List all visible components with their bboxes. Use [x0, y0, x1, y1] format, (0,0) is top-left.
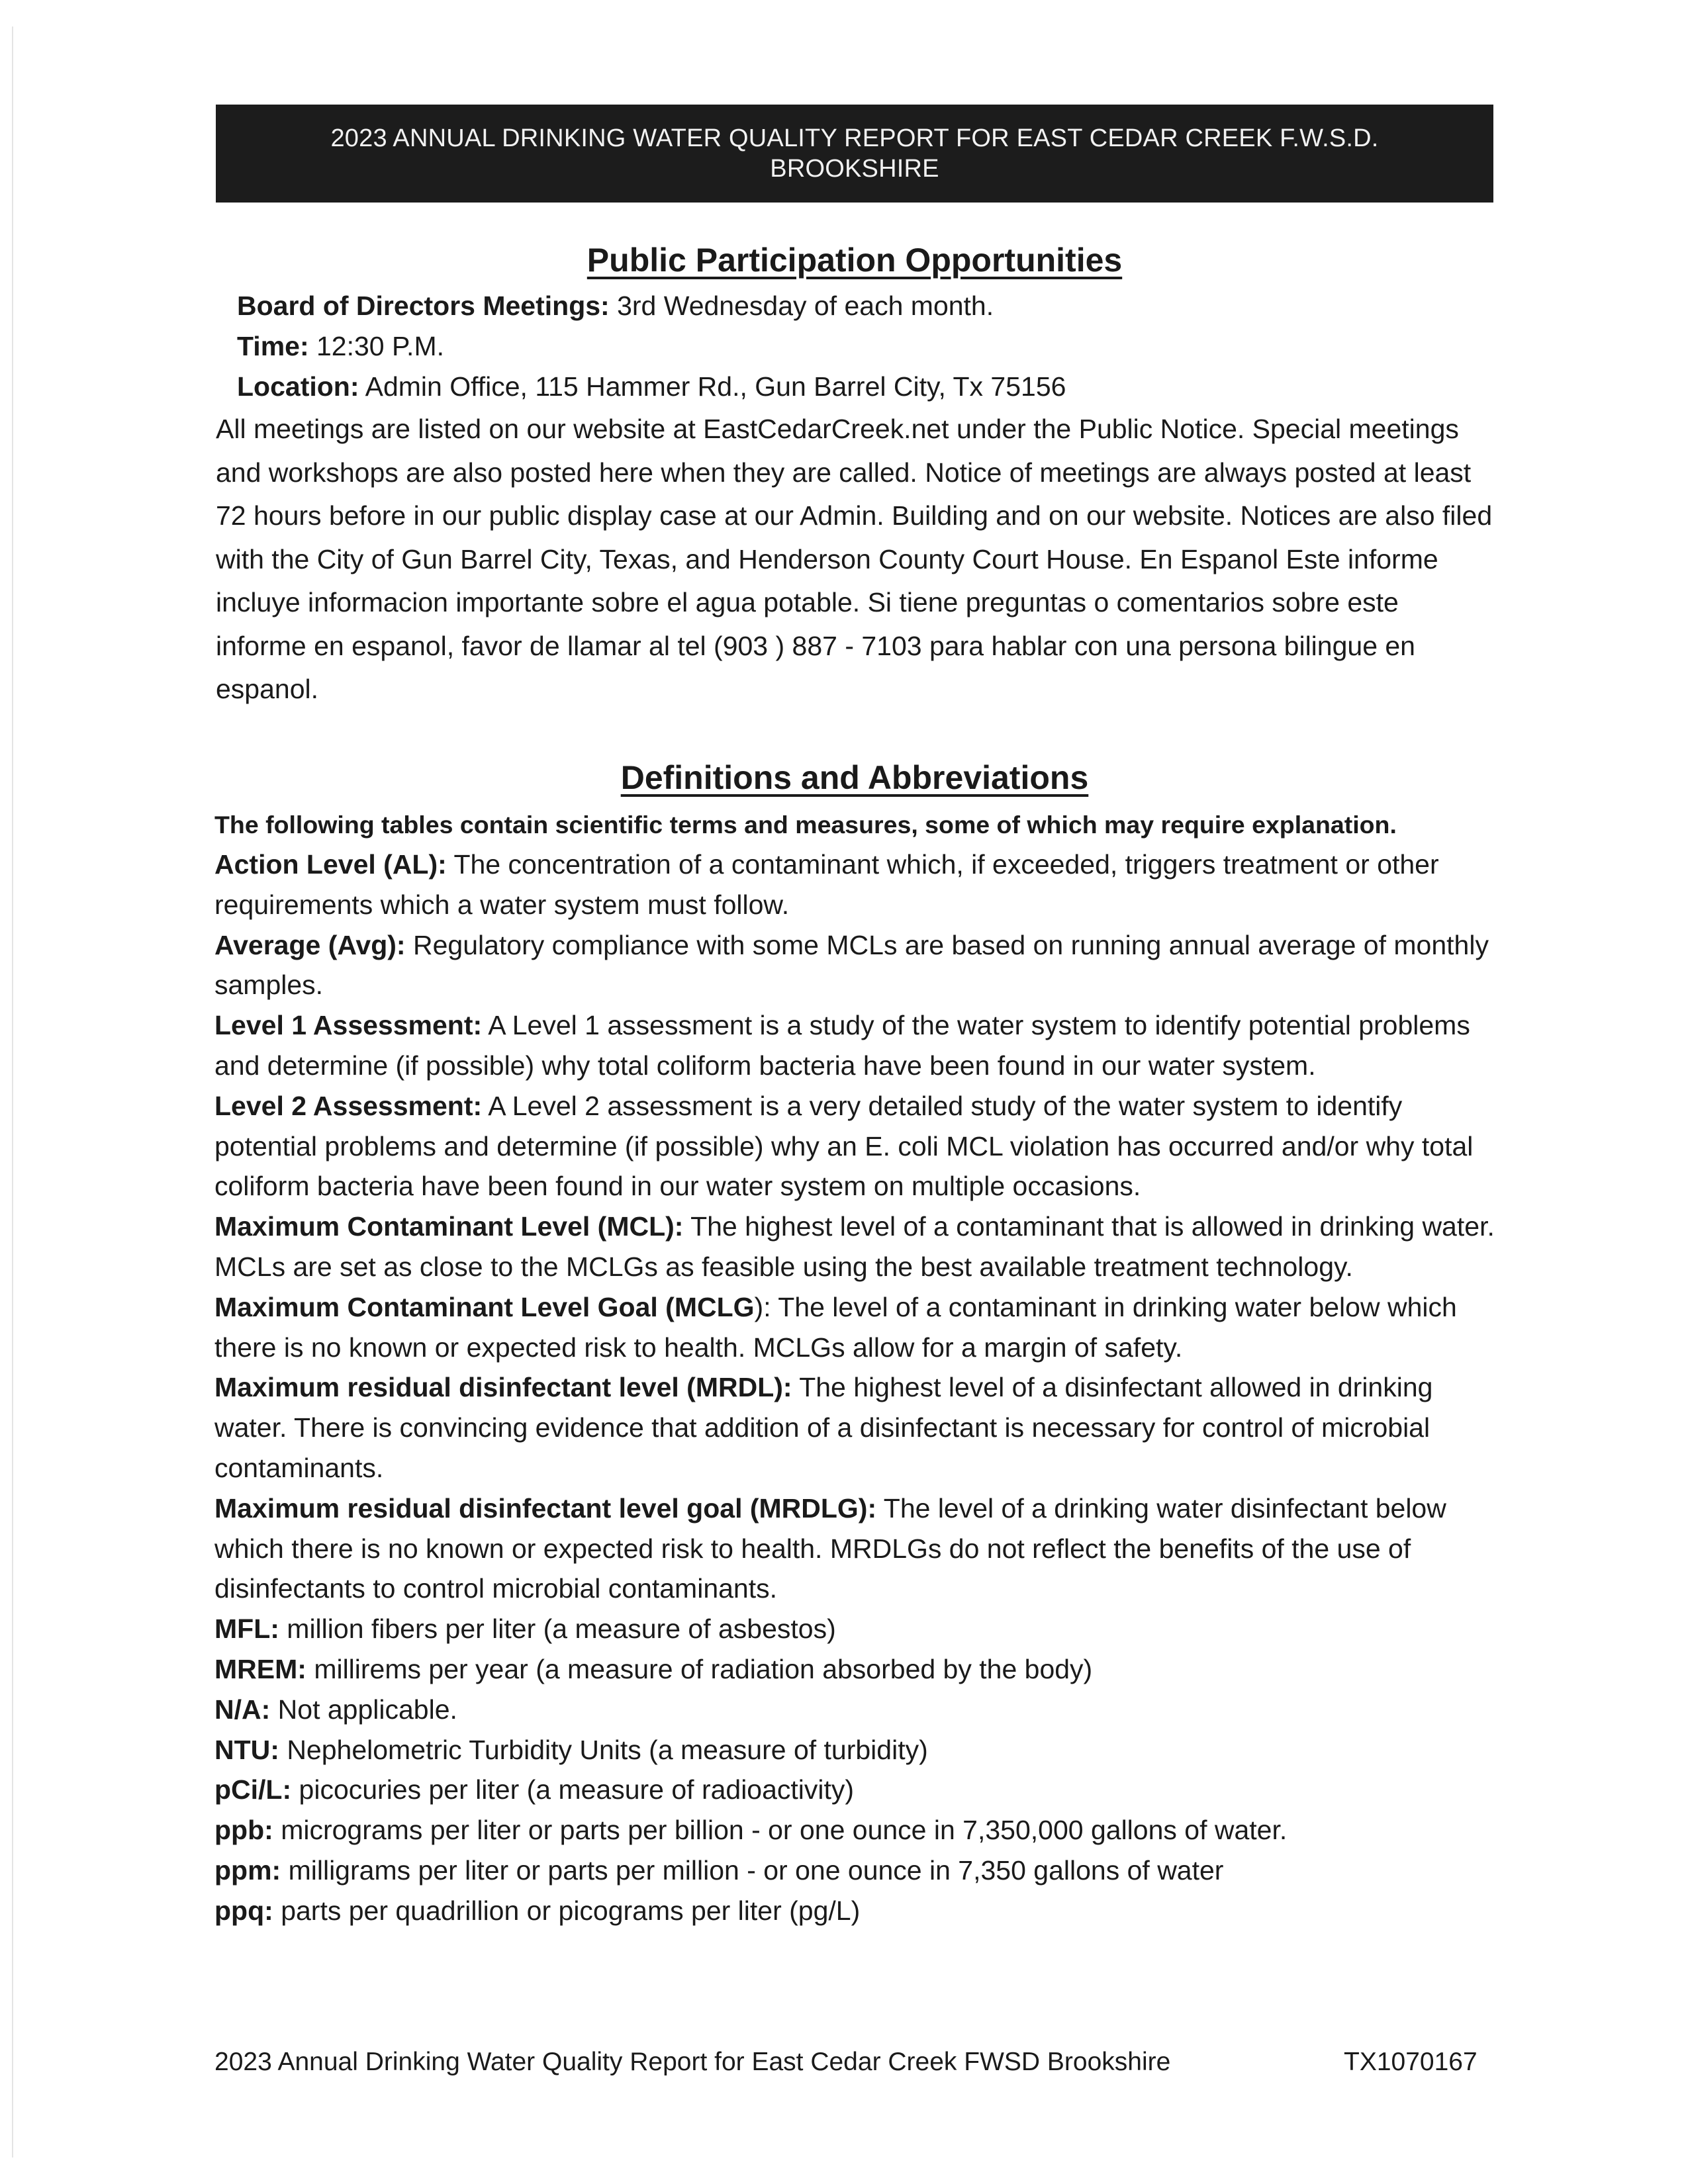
definition-term: ppm: — [214, 1854, 281, 1886]
definition-term: Maximum Contaminant Level (MCL): — [214, 1211, 684, 1242]
definition-text: million fibers per liter (a measure of asbestos) — [279, 1614, 836, 1645]
definition-text: A Level 2 assessment is a very detailed study of the water system to identify potential problems and determine (if possible) why an E. coli MCL violation has occurred and/or why total coliform bacteria have been found in our water system on multiple occasions. — [214, 1090, 1474, 1202]
definition-item — [214, 1850, 1499, 1891]
definition-term: Maximum residual disinfectant level goal (MRDLG): — [214, 1492, 877, 1524]
definition-text: Regulatory compliance with some MCLs are based on running annual average of monthly samples. — [214, 929, 1489, 1001]
definition-text: The concentration of a contaminant which, if exceeded, triggers treatment or other requirements which a water system must follow. — [214, 849, 1439, 920]
definition-term: Maximum Contaminant Level Goal (MCLG — [214, 1291, 755, 1322]
definition-item — [214, 1005, 1499, 1086]
definition-item — [214, 1649, 1499, 1690]
definition-text: The level of a drinking water disinfectant below which there is no known or expected risk to health. MRDLGs do not reflect the benefits of the use of disinfectants to control microbial contaminants. — [214, 1492, 1446, 1604]
scan-edge-line — [12, 26, 13, 2158]
time-line — [237, 326, 1481, 367]
location-value: Admin Office, 115 Hammer Rd., Gun Barrel City, Tx 75156 — [359, 371, 1066, 402]
definition-item — [214, 925, 1499, 1006]
definition-item — [214, 1810, 1499, 1850]
definition-term: Average (Avg): — [214, 929, 406, 960]
definition-item — [214, 1730, 1499, 1770]
definition-term: MREM: — [214, 1653, 306, 1684]
meetings-line — [237, 286, 1481, 326]
definition-item — [214, 1770, 1499, 1810]
report-header-banner — [216, 105, 1493, 203]
definition-item — [214, 1367, 1499, 1488]
meeting-info — [237, 286, 1481, 407]
definition-text: Not applicable. — [270, 1694, 457, 1725]
footer-report-title: 2023 Annual Drinking Water Quality Report for East Cedar Creek FWSD Brookshire — [214, 2048, 1171, 2076]
location-label: Location: — [237, 371, 359, 402]
meetings-paragraph: All meetings are listed on our website at EastCedarCreek.net under the Public Notice. Special meetings and workshops are also posted here when they are called. Notice of meetings are always posted at least 72 hours before in our public display case at our Admin. Building and on our website. Notices are also filed with the City of Gun Barrel City, Texas, and Henderson County Court House. En Espanol Este informe incluye informacion importante sobre el agua potable. Si tiene preguntas o comentarios sobre este informe en espanol, favor de llamar al tel (903 ) 887 - 7103 para hablar con una persona bilingue en espanol. — [216, 414, 1493, 704]
definition-item — [214, 1609, 1499, 1649]
meetings-value: 3rd Wednesday of each month. — [609, 291, 994, 321]
time-label: Time: — [237, 331, 309, 361]
definition-item — [214, 1891, 1499, 1931]
definition-text: millirems per year (a measure of radiation absorbed by the body) — [306, 1653, 1093, 1684]
definitions-list — [214, 844, 1499, 1931]
definition-text: milligrams per liter or parts per million - or one ounce in 7,350 gallons of water — [281, 1854, 1224, 1886]
definition-text: parts per quadrillion or picograms per liter (pg/L) — [273, 1895, 861, 1926]
definition-text: A Level 1 assessment is a study of the water system to identify potential problems and determine (if possible) why total coliform bacteria have been found in our water system. — [214, 1010, 1470, 1081]
time-value: 12:30 P.M. — [308, 331, 444, 361]
definition-term: Maximum residual disinfectant level (MRDL): — [214, 1372, 792, 1403]
definition-item — [214, 1488, 1499, 1609]
definition-term: ppq: — [214, 1895, 273, 1926]
definition-term: Action Level (AL): — [214, 849, 447, 880]
meetings-label: Board of Directors Meetings: — [237, 291, 610, 321]
definitions-title: Definitions and Abbreviations — [620, 759, 1089, 796]
definition-term: MFL: — [214, 1614, 279, 1645]
report-header-line-2: BROOKSHIRE — [770, 155, 939, 183]
definition-term: ppb: — [214, 1815, 273, 1846]
definition-term: Level 2 Assessment: — [214, 1090, 483, 1121]
location-line — [237, 367, 1481, 407]
footer-system-id: TX1070167 — [1344, 2048, 1477, 2076]
definition-term: Level 1 Assessment: — [214, 1010, 483, 1041]
definition-item — [214, 1690, 1499, 1730]
definition-item — [214, 1086, 1499, 1206]
definition-item — [214, 1287, 1499, 1368]
public-participation-title: Public Participation Opportunities — [586, 242, 1123, 279]
definition-text: Nephelometric Turbidity Units (a measure of turbidity) — [279, 1734, 928, 1765]
definition-text: ): The level of a contaminant in drinking water below which there is no known or expected risk to health. MCLGs allow for a margin of safety. — [214, 1291, 1457, 1363]
definition-term: pCi/L: — [214, 1774, 292, 1805]
definition-text: micrograms per liter or parts per billion - or one ounce in 7,350,000 gallons of water. — [273, 1815, 1288, 1846]
definition-item — [214, 1206, 1499, 1287]
definition-text: The highest level of a disinfectant allowed in drinking water. There is convincing evidence that addition of a disinfectant is necessary for control of microbial contaminants. — [214, 1372, 1433, 1483]
definition-text: The highest level of a contaminant that is allowed in drinking water. MCLs are set as close to the MCLGs as feasible using the best available treatment technology. — [214, 1211, 1495, 1282]
definition-item — [214, 844, 1499, 925]
report-header-line-1: 2023 ANNUAL DRINKING WATER QUALITY REPORT FOR EAST CEDAR CREEK F.W.S.D. — [330, 124, 1379, 152]
definition-term: NTU: — [214, 1734, 279, 1765]
definition-term: N/A: — [214, 1694, 271, 1725]
definitions-intro: The following tables contain scientific terms and measures, some of which may require explanation. — [214, 811, 1397, 839]
definition-text: picocuries per liter (a measure of radioactivity) — [291, 1774, 855, 1805]
